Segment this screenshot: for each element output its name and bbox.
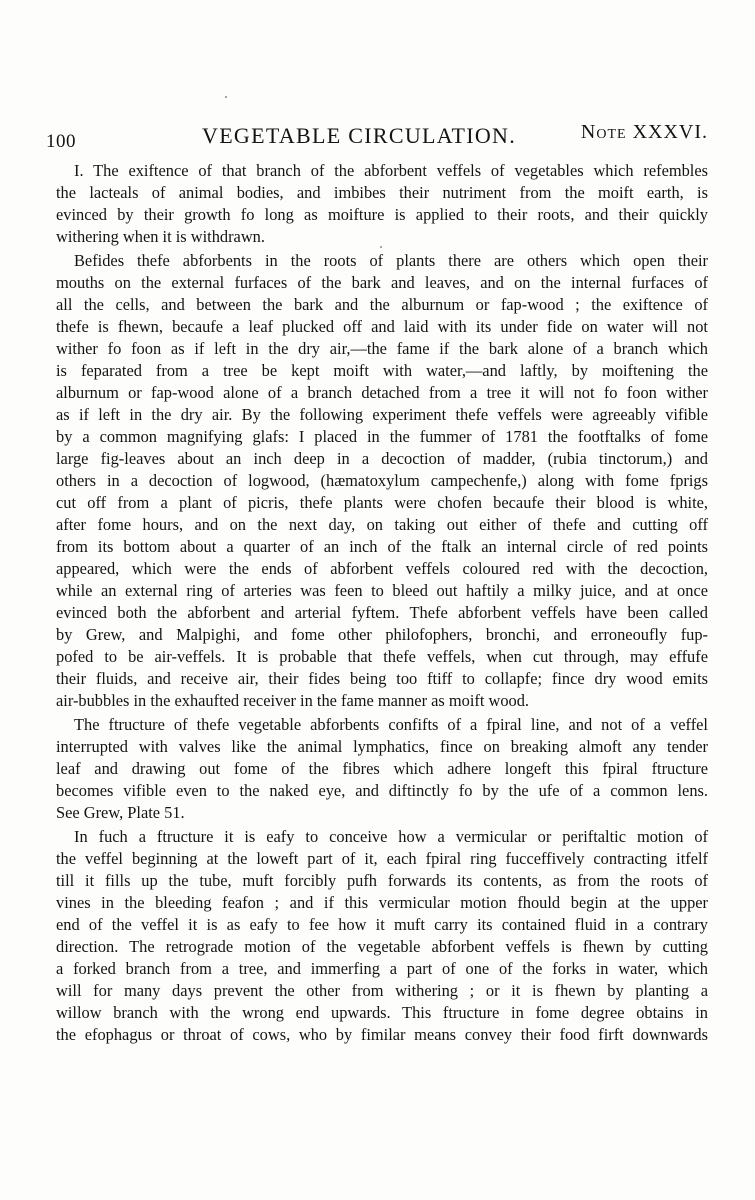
- text-line: evinced by their growth fo long as moifture is applied to their roots, and their quickly: [56, 205, 708, 224]
- text-line: will for many days prevent the other from withering ; or it is fhewn by planting a: [56, 981, 708, 1000]
- text-line: by Grew, and Malpighi, and fome other philofophers, bronchi, and erroneoufly fup-: [56, 625, 708, 644]
- text-line: In fuch a ftructure it is eafy to conceive how a vermicular or periftaltic motion of: [74, 827, 708, 846]
- paper-speck: [225, 96, 227, 98]
- text-line: by a common magnifying glafs: I placed in the fummer of 1781 the footftalks of fome: [56, 427, 708, 446]
- text-line: after fome hours, and on the next day, on taking out either of thefe and cutting off: [56, 515, 708, 534]
- text-line: appeared, which were the ends of abforbent veffels coloured red with the decoction,: [56, 559, 708, 578]
- text-line: Befides thefe abforbents in the roots of plants there are others which open their: [74, 251, 708, 270]
- text-line: a forked branch from a tree, and immerfing a part of one of the forks in water, which: [56, 959, 708, 978]
- paragraph: [56, 714, 708, 824]
- body-text: [56, 160, 708, 1048]
- paragraph: [56, 826, 708, 1046]
- text-line: thefe is fhewn, becaufe a leaf plucked off and laid with its under fide on water will not: [56, 317, 708, 336]
- text-line: as if left in the dry air. By the following experiment thefe veffels were agreeably vifible: [56, 405, 708, 424]
- text-line: willow branch with the wrong end upwards. This ftructure in fome degree obtains in: [56, 1003, 708, 1022]
- text-line: while an external ring of arteries was feen to bleed out haftily a milky juice, and at once: [56, 581, 708, 600]
- text-line: others in a decoction of logwood, (hæmatoxylum campechenfe,) along with fome fprigs: [56, 471, 708, 490]
- page-number: 100: [46, 131, 76, 152]
- text-line: pofed to be air-veffels. It is probable that thefe veffels, when cut through, may effufe: [56, 647, 708, 666]
- text-line: leaf and drawing out fome of the fibres which adhere longeft this fpiral ftructure: [56, 759, 708, 778]
- text-line: all the cells, and between the bark and the alburnum or fap-wood ; the exiftence of: [56, 295, 708, 314]
- text-line: from its bottom about a quarter of an inch of the ftalk an internal circle of red points: [56, 537, 708, 556]
- text-line: the veffel beginning at the loweft part of it, each fpiral ring fucceffively contracting itfelf: [56, 849, 708, 868]
- text-line: direction. The retrograde motion of the vegetable abforbent veffels is fhewn by cutting: [56, 937, 708, 956]
- running-title: VEGETABLE CIRCULATION.: [202, 123, 517, 148]
- text-line: alburnum or fap-wood alone of a branch detached from a tree it will not fo foon wither: [56, 383, 708, 402]
- text-line: vines in the bleeding feafon ; and if this vermicular motion fhould begin at the upper: [56, 893, 708, 912]
- text-line: The ftructure of thefe vegetable abforbents confifts of a fpiral line, and not of a veffel: [74, 715, 708, 734]
- paragraph: [56, 250, 708, 712]
- text-line: end of the veffel it is as eafy to fee how it muft carry its contained fluid in a contrary: [56, 915, 708, 934]
- note-label: Note XXXVI.: [580, 121, 708, 143]
- text-line: mouths on the external furfaces of the bark and leaves, and on the internal furfaces of: [56, 273, 708, 292]
- text-line: wither fo foon as if left in the dry air,—the fame if the bark alone of a branch which: [56, 339, 708, 358]
- text-line: the lacteals of animal bodies, and imbibes their nutriment from the moift earth, is: [56, 183, 708, 202]
- text-line: is feparated from a tree be kept moift with water,—and laftly, by moiftening the: [56, 361, 708, 380]
- text-line: large fig-leaves about an inch deep in a decoction of madder, (rubia tinctorum,) and: [56, 449, 708, 468]
- text-line: becomes vifible even to the naked eye, and diftinctly fo by the ufe of a common lens.: [56, 781, 708, 800]
- text-line: their fluids, and receive air, their fides being too ftiff to collapfe; fince dry wood emits: [56, 669, 708, 688]
- text-line: air-bubbles in the exhaufted receiver in the fame manner as moift wood.: [56, 691, 529, 710]
- text-line: See Grew, Plate 51.: [56, 803, 185, 822]
- text-line: I. The exiftence of that branch of the abforbent veffels of vegetables which refembles: [74, 161, 708, 180]
- paragraph: [56, 160, 708, 248]
- page-header: [46, 119, 708, 152]
- text-line: interrupted with valves like the animal lymphatics, fince on breaking almoft any tender: [56, 737, 708, 756]
- text-line: till it fills up the tube, muft forcibly pufh forwards its contents, as from the roots of: [56, 871, 708, 890]
- text-line: withering when it is withdrawn.: [56, 227, 265, 246]
- text-line: the efophagus or throat of cows, who by fimilar means convey their food firft downwards: [56, 1025, 708, 1044]
- text-line: cut off from a plant of picris, thefe plants were chofen becaufe their blood is white,: [56, 493, 708, 512]
- text-line: evinced both the abforbent and arterial fyftem. Thefe abforbent veffels have been called: [56, 603, 708, 622]
